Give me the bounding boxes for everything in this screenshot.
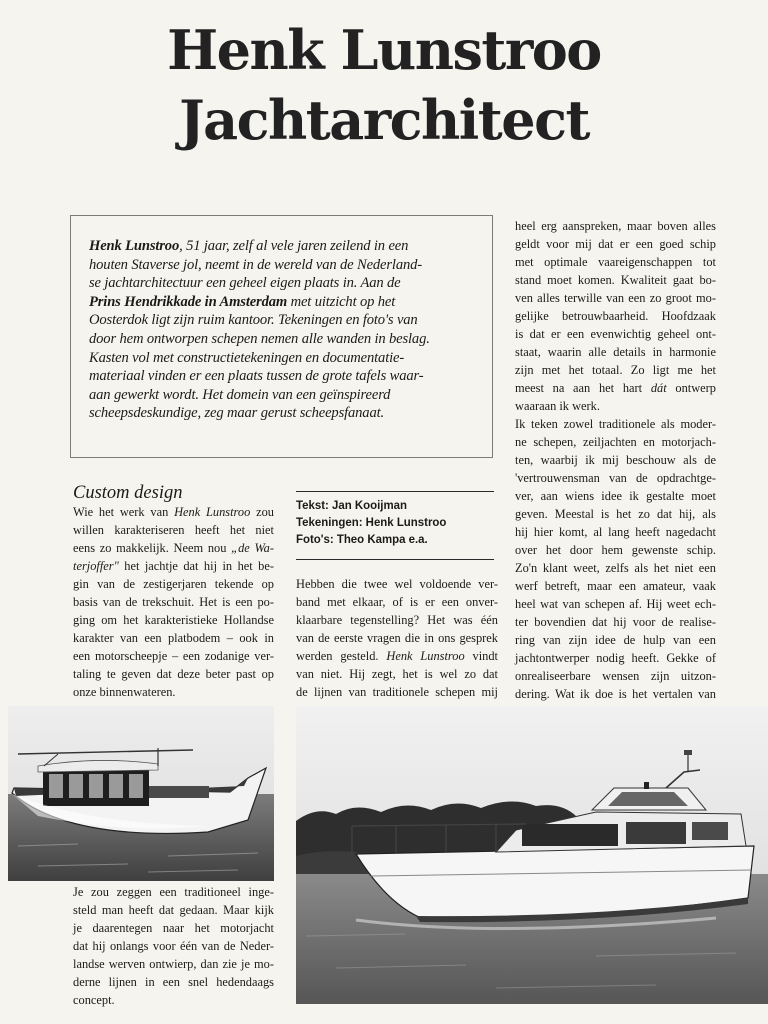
- text-line: ven alles terwille van een zo groot mo-: [515, 291, 716, 305]
- text-line: Oosterdok ligt zijn ruim kantoor. Tekeningen en foto's van: [89, 312, 418, 329]
- article-title-line-1: Henk Lunstroo: [167, 18, 601, 82]
- text-line: van niet. Hij zegt, het is wel zo dat: [296, 667, 498, 681]
- text-line: basis van de trekschuit. Het is een po-: [73, 595, 274, 609]
- text-line: heel wat van schepen af. Hij weet ech-: [515, 597, 716, 611]
- text-line: staat, waarin alle details in harmonie: [515, 345, 716, 359]
- text-line: van de eerste vragen die in ons gesprek: [296, 631, 498, 645]
- text-line: scheepsdeskundige, zeg maar gerust scheepsfanaat.: [89, 405, 385, 422]
- text-line: Wie het werk van Henk Lunstroo zou: [73, 505, 274, 519]
- text-line: Je zou zeggen een traditioneel inge-: [73, 885, 274, 899]
- text-line: meest na aan het hart dát ontwerp: [515, 381, 716, 395]
- text-line: ver, aan wiens idee ik gestalte moet: [515, 489, 716, 503]
- text-line: ging om het karakteristieke Hollandse: [73, 613, 274, 627]
- text-line: ne schepen, zeiljachten en motorjach-: [515, 435, 716, 449]
- text-line: hij hier komt, al lang heeft nagedacht: [515, 525, 716, 539]
- text-line: Ik teken zowel traditionele als moder-: [515, 417, 716, 431]
- text-line: houten Staverse jol, neemt in de wereld van de Nederland-: [89, 256, 422, 273]
- text-line: geven. Meestal is het zo dat hij, als: [515, 507, 716, 521]
- text-line: 'vertrouwensman van de opdrachtge-: [515, 471, 716, 485]
- credits-block: [296, 497, 458, 548]
- text-line: se jachtarchitectuur een geheel eigen plaats in. Aan de: [89, 275, 401, 292]
- text-line: Henk Lunstroo, 51 jaar, zelf al vele jaren zeilend in een: [89, 238, 409, 254]
- credits-bottom-rule: [296, 559, 494, 560]
- text-line: willen karakteriseren heeft het niet: [73, 523, 274, 537]
- photo-caption: [73, 883, 274, 1009]
- text-line: gin van de zestigerjaren tekende op: [73, 577, 274, 591]
- body-column-3: [515, 217, 716, 721]
- body-column-2: [296, 575, 498, 701]
- text-line: waaraan ik werk.: [515, 399, 600, 413]
- text-line: band met elkaar, of is er een onver-: [296, 595, 498, 609]
- text-line: Hebben die twee wel voldoende ver-: [296, 577, 498, 591]
- text-line: ten, waarbij ik mij beschouw als de: [515, 453, 716, 467]
- text-line: heel erg aanspreken, maar boven alles: [515, 219, 716, 233]
- text-line: werf betreft, maar een amateur, vaak: [515, 579, 716, 593]
- text-line: Zo'n klant weet, zelfs als het niet een: [515, 561, 716, 575]
- text-line: gelijke betrouwbaarheid. Hoofdzaak: [515, 309, 716, 323]
- text-line: eens zo makkelijk. Neem nou „de Wa-: [73, 541, 274, 555]
- text-line: ring van zijn idee de hulp van een: [515, 633, 716, 647]
- text-line: steld man heeft dat gedaan. Maar kijk: [73, 903, 274, 917]
- section-heading: Custom design: [73, 483, 183, 503]
- text-line: materiaal vinden er een plaats tussen de grote tafels waar-: [89, 368, 424, 385]
- text-line: Kasten vol met constructietekeningen en documentatie-: [89, 349, 405, 366]
- text-line: door hem ontworpen schepen nemen alle wanden in beslag.: [89, 330, 430, 347]
- text-line: werden gesteld. Henk Lunstroo vindt: [296, 649, 498, 663]
- text-line: terjoffer" het jachtje dat hij in het be-: [73, 559, 274, 573]
- text-line: aan gewerkt wordt. Het domein van een geïnspireerd: [89, 386, 391, 403]
- text-line: is dat er een evenwichtig geheel ont-: [515, 327, 716, 341]
- text-line: een motorscheepje – een zodanige ver-: [73, 649, 274, 663]
- credit-drawings: Tekeningen: Henk Lunstroo: [296, 515, 447, 529]
- text-line: dat hij onlangs voor één van de Neder-: [73, 939, 274, 953]
- text-line: geldt voor mij dat er een goed schip: [515, 237, 716, 251]
- credits-top-rule: [296, 491, 494, 492]
- text-line: je daarentegen naar het motorjacht: [73, 921, 274, 935]
- credit-photos: Foto's: Theo Kampa e.a.: [296, 532, 428, 546]
- text-line: stand moet komen. Kwaliteit gaat bo-: [515, 273, 716, 287]
- article-title-line-2: Jachtarchitect: [179, 88, 589, 152]
- text-line: jachtontwerper nodig heeft. Gekke of: [515, 651, 716, 665]
- text-line: de lijnen van traditionele schepen mij: [296, 685, 498, 699]
- text-line: klaarbare tegenstelling? Het was één: [296, 613, 498, 627]
- text-line: onrealiseerbare wensen zijn uitzon-: [515, 669, 716, 683]
- text-line: over het door hem gewenste schip.: [515, 543, 716, 557]
- text-line: Prins Hendrikkade in Amsterdam met uitzicht op het: [89, 293, 396, 310]
- text-line: onze binnenwateren.: [73, 685, 176, 699]
- credit-text: Tekst: Jan Kooijman: [296, 498, 408, 512]
- text-line: landse werven ontwierp, dan zie je mo-: [73, 957, 274, 971]
- text-line: concept.: [73, 993, 115, 1007]
- text-line: taling te geven dat deze beter past op: [73, 667, 274, 681]
- text-line: zijn met het totaal. Zo ligt me het: [515, 363, 716, 377]
- motor-yacht-photo: [296, 706, 768, 1004]
- traditional-boat-photo: [8, 706, 274, 881]
- text-line: derne lijnen in een snel hedendaags: [73, 975, 274, 989]
- intro-box: [70, 215, 493, 458]
- text-line: dering. Wat ik doe is het vertalen van: [515, 687, 716, 701]
- text-line: met optimale vaareigenschappen tot: [515, 255, 716, 269]
- text-line: karakter van een platbodem – ook in: [73, 631, 274, 645]
- text-line: ter bovendien dat hij voor de realise-: [515, 615, 716, 629]
- body-column-1: [73, 503, 274, 701]
